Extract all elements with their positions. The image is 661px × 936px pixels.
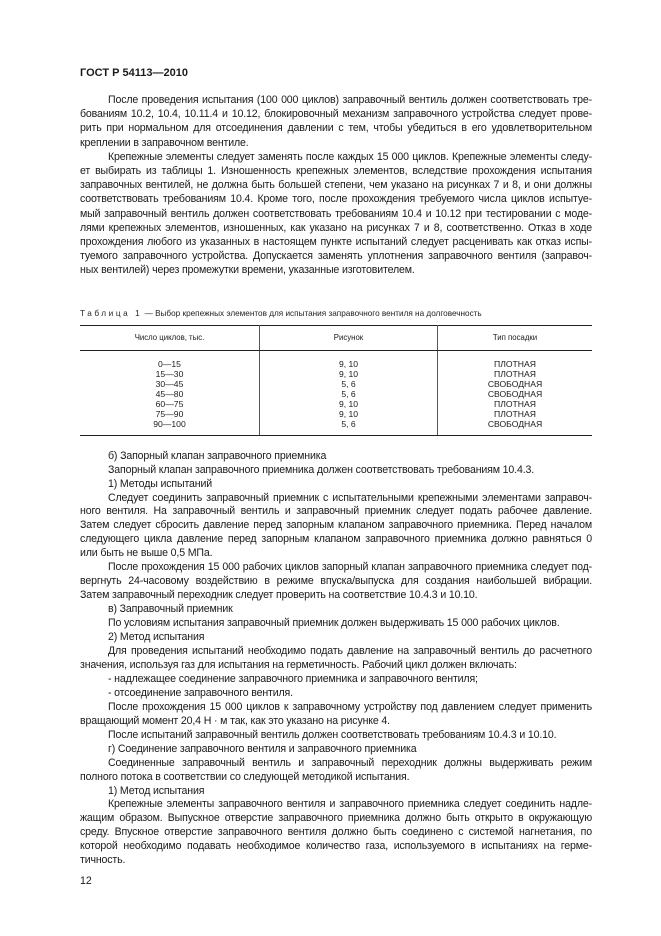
text-line: Крепежные элементы заправочного вентиля и заправочного приемника следует соединить надле- [108,798,592,811]
text-line: соответствовать требованиям 10.4. Кроме того, после прохождения требуемого числа циклов испытуе- [80,193,592,206]
text-line: Затем следует сбросить давление перед запорным клапаном заправочного приемника. Перед началом [80,519,592,532]
text-line: 1) Методы испытаний [108,477,213,490]
text-line: г) Соединение заправочного вентиля и заправочного приемника [108,742,417,755]
paragraph [80,798,592,868]
cell-cycles: 75—90 [80,409,260,419]
cell-cycles: 90—100 [80,419,260,436]
text-line: креплении в заправочном вентиле. [80,136,249,149]
text-line: ных вентилей) через промежутки времени, указанные изготовителем. [80,264,415,277]
text-line: 2) Метод испытания [108,631,205,644]
paragraph [80,492,592,562]
paragraph [80,150,592,278]
text-line: рить при нормальном для отсоединения давлении с тем, чтобы убедиться в его удовлетворительном [80,122,592,135]
text-line: После проведения испытания (100 000 циклов) заправочный вентиль должен соответствовать тре- [108,94,592,106]
column-header-cycles: Число циклов, тыс. [80,325,260,350]
text-line: следующего цикла давление перед запорным клапаном заправочного приемника должно равняться 0 [80,533,592,546]
text-line: - отсоединение заправочного вентиля. [108,686,293,699]
cell-fit-type: ПЛОТНАЯ [494,358,536,369]
paragraph [80,93,592,150]
text-line: Крепежные элементы следует заменять после каждых 15 000 циклов. Крепежные элементы следу- [108,150,592,163]
paragraph [80,673,592,687]
paragraph [80,617,592,631]
page-number: 12 [80,875,92,888]
text-line: в) Заправочный приемник [108,603,233,616]
text-line: туемого заправочного устройства. Допускается заменять уплотнения заправочного вентиля (заправоч- [80,250,592,263]
cell-figure: 5, 6 [260,419,438,436]
paragraph [80,743,592,757]
cell-cycles: 30—45 [80,379,260,389]
text-line: полного потока в соответствии со следующей методикой испытания. [80,770,410,783]
text-line: ного вентиля. На заправочный вентиль и заправочный приемник следует подать рабочее давление. [80,505,592,518]
body-text-bottom [80,450,592,869]
cell-figure: 9, 10 [260,350,438,369]
paragraph [80,464,592,478]
text-line: лями крепежных элементов, изношенных, как указано на рисунках 7 и 8, соответственно. Отказ в ходе [80,221,592,234]
paragraph [80,478,592,492]
table-row [80,350,592,369]
table-row [80,379,592,389]
table-row [80,369,592,379]
paragraph [80,687,592,701]
paragraph [80,729,592,743]
text-line: После испытаний заправочный вентиль должен соответствовать требованиям 10.4.3 и 10.10. [108,728,557,741]
paragraph [80,561,592,603]
table-caption-text: — Выбор крепежных элементов для испытания заправочного вентиля на долговечность [142,308,482,318]
text-line: Затем заправочный переходник следует проверить на соответствие 10.4.3 и 10.10. [80,589,478,602]
text-line: тичность. [80,854,126,867]
text-line: Следует соединить заправочный приемник с испытательными крепежными элементами заправоч- [108,491,592,504]
text-line: По условиям испытания заправочный приемник должен выдерживать 15 000 рабочих циклов. [108,617,560,630]
text-line: вергнуть 24-часовому воздействию в режиме впуска/выпуска для создания наибольшей вибрации. [80,575,592,588]
text-line: После прохождения 15 000 рабочих циклов запорный клапан заправочного приемника следует под- [108,561,592,574]
text-line: которой необходимо подавать необходимое количество газа, используемого в испытаниях на герме- [80,840,592,853]
table-caption [80,308,592,319]
table-row [80,399,592,409]
text-line: вращающий момент 20,4 Н · м так, как это указано на рисунке 4. [80,714,390,727]
paragraph [80,603,592,617]
cell-cycles: 45—80 [80,389,260,399]
table-row [80,409,592,419]
table-caption-label: Таблица 1 [80,308,143,318]
column-header-figure: Рисунок [260,325,438,350]
text-line: Соединенные заправочный вентиль и заправочный переходник должны выдерживать режим [108,756,592,769]
paragraph [80,785,592,799]
cell-cycles: 0—15 [80,350,260,369]
text-line: мый заправочный вентиль должен соответствовать требованиям 10.4 и 10.12 при тестировании с моде- [80,207,592,220]
body-text-top [80,93,592,278]
text-line: После прохождения 15 000 циклов к заправочному устройству под давлением следует применить [108,700,592,713]
cell-fit-type: СВОБОДНАЯ [487,388,543,399]
cell-fit-type: ПЛОТНАЯ [494,398,536,409]
fasteners-table [80,325,592,436]
text-line: заправочных вентилей, не должна быть большей степени, чем указано на рисунках 7 и 8, и они должны [80,179,592,192]
paragraph [80,631,592,645]
table-row [80,419,592,436]
cell-cycles: 15—30 [80,369,260,379]
cell-figure: 9, 10 [260,409,438,419]
cell-fit-type: СВОБОДНАЯ [438,419,593,436]
text-line: б) Запорный клапан заправочного приемника [108,449,327,462]
column-header-fit-type: Тип посадки [438,325,593,350]
table-row [80,389,592,399]
cell-fit-type: ПЛОТНАЯ [494,408,536,419]
paragraph [80,450,592,464]
text-line: жащим образом. Выпускное отверстие заправочного приемника должно быть открыто в окружающую [80,812,592,825]
table-header-row [80,325,592,350]
text-line: или быть не выше 0,5 МПа. [80,547,213,560]
cell-figure: 9, 10 [260,399,438,409]
text-line: бованиям 10.2, 10.4, 10.11.4 и 10.12, блокировочный механизм заправочного устройства следует прове- [80,108,592,121]
paragraph [80,757,592,785]
cell-figure: 9, 10 [260,369,438,379]
cell-fit-type: ПЛОТНАЯ [494,368,536,379]
cell-cycles: 60—75 [80,399,260,409]
text-line: Для проведения испытаний необходимо подать давление на заправочный вентиль до расчетного [108,644,592,657]
text-line: 1) Метод испытания [108,784,205,797]
text-line: прохождения любого из указанных в настоящем пункте испытаний следует расценивать как отказ испы- [80,236,592,249]
paragraph [80,645,592,673]
cell-figure: 5, 6 [260,389,438,399]
text-line: - надлежащее соединение заправочного приемника и заправочного вентиля; [108,672,478,685]
text-line: среду. Впускное отверстие заправочного вентиля должно быть соединено с системой нагнетания, по [80,826,592,839]
cell-fit-type: СВОБОДНАЯ [487,378,543,389]
document-page [80,0,592,908]
document-header: ГОСТ Р 54113—2010 [80,67,188,79]
text-line: значения, используя газ для испытания на герметичность. Рабочий цикл должен включать: [80,658,517,671]
text-line: Запорный клапан заправочного приемника должен соответствовать требованиям 10.4.3. [108,463,535,476]
cell-figure: 5, 6 [260,379,438,389]
paragraph [80,701,592,729]
text-line: ет выбирать из таблицы 1. Изношенность крепежных элементов, вследствие прохождения испытания [80,165,592,178]
